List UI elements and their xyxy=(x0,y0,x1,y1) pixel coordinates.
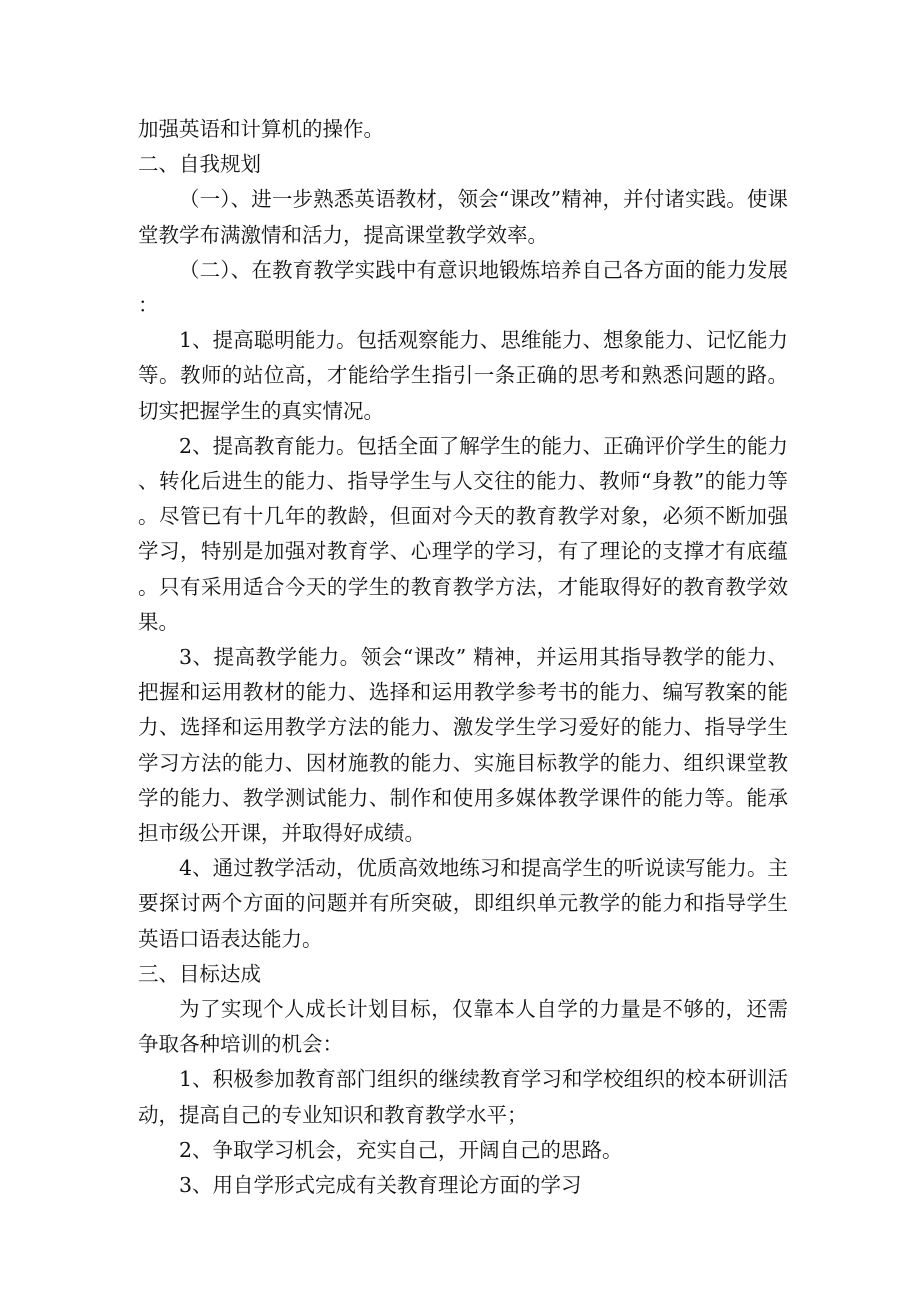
paragraph-ability-2: 2、提高教育能力。包括全面了解学生的能力、正确评价学生的能力、转化后进生的能力、指导学生与人交往的能力、教师“身教”的能力等。尽管已有十几年的教龄，但面对今天的教育教学对象，必须不断加强学习，特别是加强对教育学、心理学的学习，有了理论的支撑才有底蕴。只有采用适合今天的学生的教育教学方法，才能取得好的教育教学效果。 xyxy=(138,433,788,634)
paragraph-goal-item-3: 3、用自学形式完成有关教育理论方面的学习 xyxy=(179,1173,582,1198)
paragraph-goal-item-2: 2、争取学习机会，充实自己，开阔自己的思路。 xyxy=(179,1137,623,1162)
paragraph-plan-item-1: （一）、进一步熟悉英语教材，领会“课改”精神，并付诸实践。使课堂教学布满激情和活力，提高课堂教学效率。 xyxy=(138,187,788,247)
paragraph-ability-1: 1、提高聪明能力。包括观察能力、思维能力、想象能力、记忆能力等。教师的站位高，才能给学生指引一条正确的思考和熟悉问题的路。切实把握学生的真实情况。 xyxy=(138,328,788,423)
section-heading-goal-achievement: 三、目标达成 xyxy=(138,961,261,986)
paragraph-goal-item-1: 1、积极参加教育部门组织的继续教育学习和学校组织的校本研训活动，提高自己的专业知识和教育教学水平； xyxy=(138,1067,788,1127)
section-heading-self-planning: 二、自我规划 xyxy=(138,152,261,177)
document-body xyxy=(138,112,788,1203)
paragraph-goal-intro: 为了实现个人成长计划目标，仅靠本人自学的力量是不够的，还需争取各种培训的机会： xyxy=(138,997,788,1057)
paragraph-plan-item-2: （二）、在教育教学实践中有意识地锻炼培养自己各方面的能力发展： xyxy=(138,257,788,318)
paragraph-ability-4: 4、通过教学活动，优质高效地练习和提高学生的听说读写能力。主要探讨两个方面的问题并有所突破，即组织单元教学的能力和指导学生英语口语表达能力。 xyxy=(138,856,788,951)
paragraph-continuation: 加强英语和计算机的操作。 xyxy=(138,117,384,141)
paragraph-ability-3: 3、提高教学能力。领会“课改” 精神，并运用其指导教学的能力、把握和运用教材的能力、选择和运用教学参考书的能力、编写教案的能力、选择和运用教学方法的能力、激发学生学习爱好的能力、指导学生学习方法的能力、因材施教的能力、实施目标教学的能力、组织课堂教学的能力、教学测试能力、制作和使用多媒体教学课件的能力等。能承担市级公开课，并取得好成绩。 xyxy=(138,645,788,846)
